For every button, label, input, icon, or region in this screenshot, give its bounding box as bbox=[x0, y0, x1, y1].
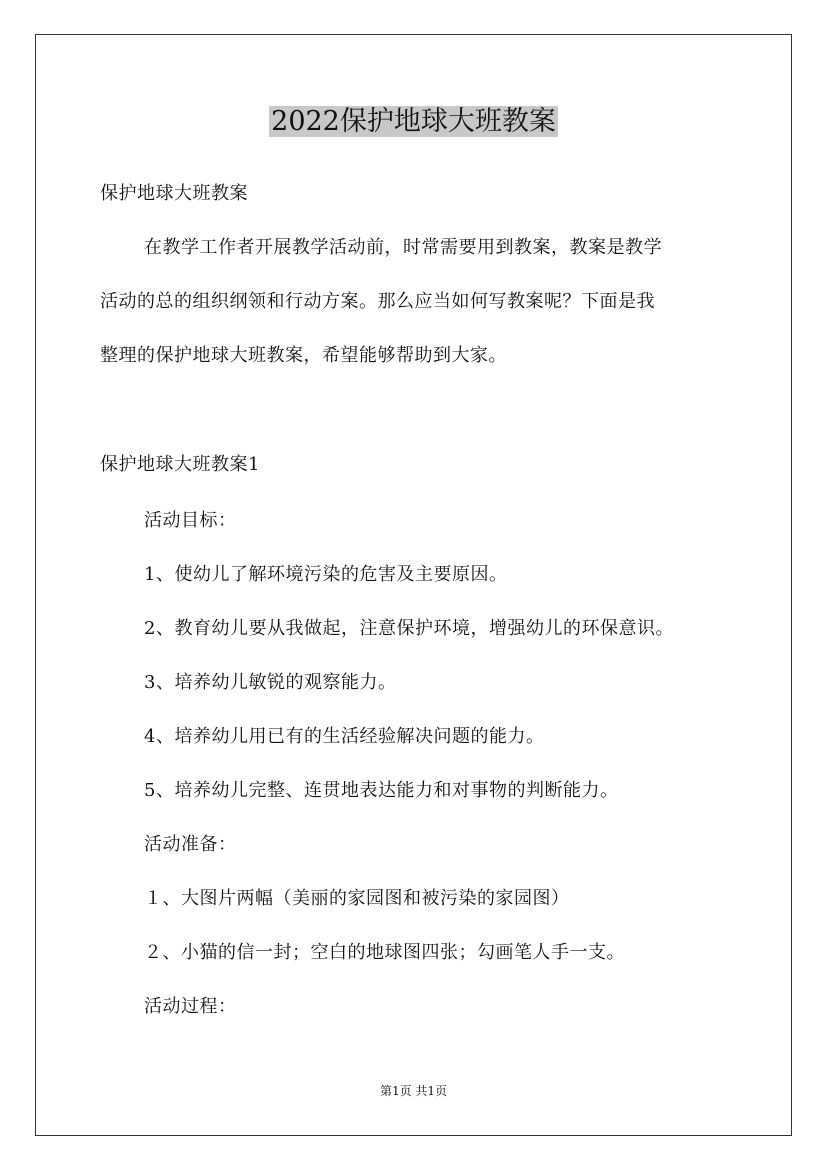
prep-label: 活动准备： bbox=[144, 834, 237, 855]
goal-item: 3、培养幼儿敏锐的观察能力。 bbox=[144, 672, 397, 693]
goal-item: 2、教育幼儿要从我做起，注意保护环境，增强幼儿的环保意识。 bbox=[144, 618, 674, 639]
section-heading: 保护地球大班教案1 bbox=[100, 454, 260, 475]
prep-item: ２、小猫的信一封；空白的地球图四张；勾画笔人手一支。 bbox=[144, 942, 625, 963]
intro-paragraph-line: 整理的保护地球大班教案，希望能够帮助到大家。 bbox=[100, 345, 507, 366]
intro-paragraph-line: 活动的总的组织纲领和行动方案。那么应当如何写教案呢？下面是我 bbox=[100, 291, 655, 312]
intro-paragraph-line: 在教学工作者开展教学活动前，时常需要用到教案，教案是教学 bbox=[144, 237, 662, 258]
prep-item: １、大图片两幅（美丽的家园图和被污染的家园图） bbox=[144, 888, 570, 909]
process-label: 活动过程： bbox=[144, 996, 237, 1017]
document-title-text: 2022保护地球大班教案 bbox=[271, 106, 556, 137]
document-title bbox=[0, 102, 827, 142]
document-subtitle: 保护地球大班教案 bbox=[100, 183, 248, 204]
goal-item: 4、培养幼儿用已有的生活经验解决问题的能力。 bbox=[144, 726, 545, 747]
goal-item: 5、培养幼儿完整、连贯地表达能力和对事物的判断能力。 bbox=[144, 780, 619, 801]
goal-item: 1、使幼儿了解环境污染的危害及主要原因。 bbox=[144, 564, 508, 585]
goals-label: 活动目标： bbox=[144, 510, 237, 531]
page-footer: 第1页 共1页 bbox=[379, 1084, 448, 1098]
